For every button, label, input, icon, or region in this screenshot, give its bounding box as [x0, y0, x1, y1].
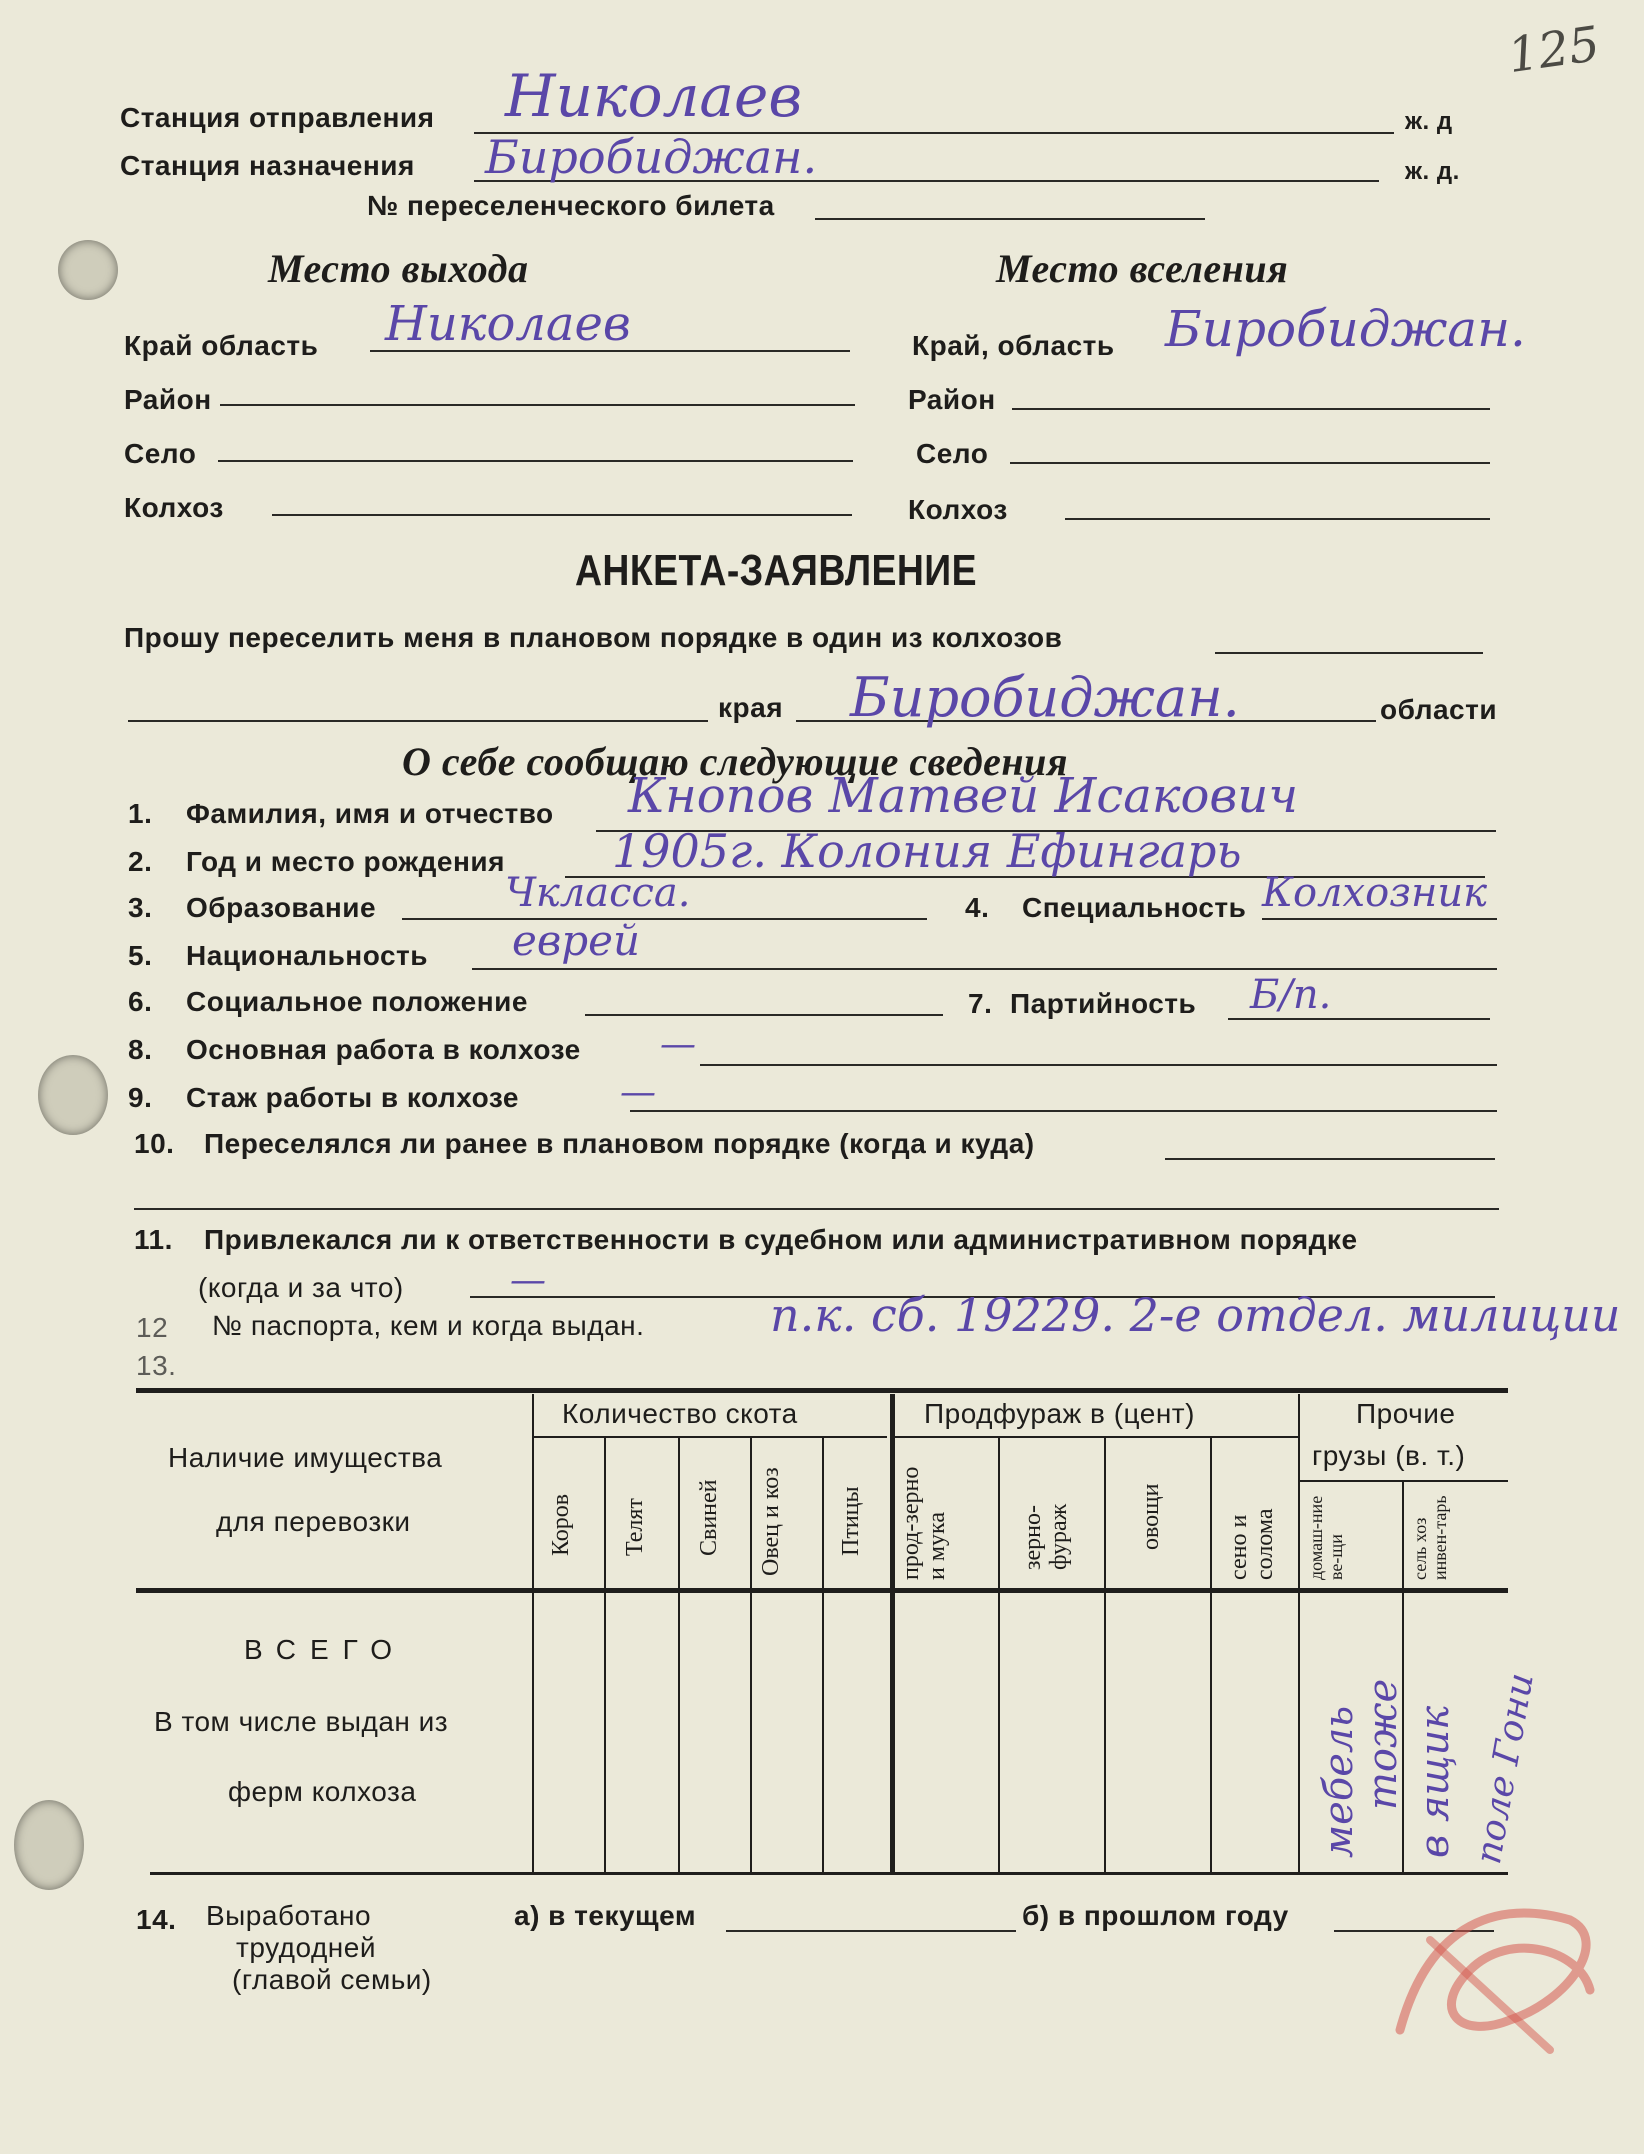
departure-station-label: Станция отправления — [120, 102, 435, 133]
col-pigs: Свиней — [696, 1479, 722, 1556]
destination-title: Место вселения — [996, 246, 1289, 291]
fodder-group: Продфураж в (цент) — [924, 1398, 1195, 1429]
field-4-label: Специальность — [1022, 892, 1247, 923]
table-vline-fodder-start — [890, 1394, 895, 1872]
col-grain-fodder: зерно-фураж — [1020, 1503, 1072, 1570]
field-10-line — [1165, 1158, 1495, 1160]
field-10-num: 10. — [134, 1128, 175, 1159]
livestock-group-line — [532, 1436, 887, 1438]
field-8-label: Основная работа в колхозе — [186, 1034, 581, 1065]
destination-kolkhoz-label: Колхоз — [908, 494, 1008, 525]
field-6-num: 6. — [128, 986, 153, 1017]
field-10-line-2 — [134, 1208, 1499, 1210]
field-5-label: Национальность — [186, 940, 428, 971]
col-sep-4 — [822, 1438, 824, 1872]
col-cows: Коров — [548, 1493, 574, 1556]
table-vline-livestock-start — [532, 1394, 534, 1872]
field-8-num: 8. — [128, 1034, 153, 1065]
cargo-hw-1: мебель — [1316, 1705, 1362, 1858]
field-9-line — [630, 1110, 1497, 1112]
property-header-line2: для перевозки — [216, 1506, 411, 1537]
workdays-label-line2: трудодней — [236, 1932, 376, 1963]
request-kraya-label: края — [718, 692, 784, 723]
workdays-current-label: а) в текущем — [514, 1900, 697, 1931]
destination-kolkhoz-line — [1065, 518, 1490, 520]
field-11-num: 11. — [134, 1224, 173, 1255]
field-4-value: Колхозник — [1262, 870, 1487, 916]
railway-abbr-1: ж. д — [1405, 108, 1453, 135]
field-7-value: Б/п. — [1250, 972, 1332, 1018]
table-top-border — [136, 1388, 1508, 1393]
table-bottom-border — [150, 1872, 1508, 1875]
field-11-label: Привлекался ли к ответственности в судебном или административном порядке — [204, 1224, 1358, 1255]
field-7-num: 7. — [968, 988, 993, 1019]
field-5-value: еврей — [512, 916, 641, 965]
col-vegetables: овощи — [1138, 1483, 1164, 1550]
col-sep-7 — [1210, 1438, 1212, 1872]
origin-kolkhoz-label: Колхоз — [124, 492, 224, 523]
field-12-num: 12 — [136, 1312, 169, 1343]
field-13-num: 13. — [136, 1350, 177, 1381]
request-oblasti-label: области — [1380, 694, 1498, 725]
col-hay-straw: сено и солома — [1226, 1508, 1278, 1580]
request-kray-line — [128, 720, 708, 722]
row-incl-line1: В том числе выдан из — [154, 1706, 449, 1737]
origin-village-line — [218, 460, 853, 462]
origin-district-line — [220, 404, 855, 406]
destination-village-label: Село — [916, 438, 989, 469]
col-sep-8 — [1402, 1482, 1404, 1872]
field-11-label2: (когда и за что) — [198, 1272, 404, 1303]
destination-district-line — [1012, 408, 1490, 410]
field-3-num: 3. — [128, 892, 153, 923]
field-3-value: Чкласса. — [505, 870, 691, 916]
row-total: ВСЕГО — [244, 1634, 407, 1665]
request-line1: Прошу переселить меня в плановом порядке в один из колхозов — [124, 622, 1063, 653]
table-vline-other-start — [1298, 1394, 1300, 1872]
form-title: АНКЕТА-ЗАЯВЛЕНИЕ — [575, 546, 977, 595]
destination-district-label: Район — [908, 384, 996, 415]
origin-region-value: Николаев — [385, 296, 631, 352]
origin-district-label: Район — [124, 384, 212, 415]
destination-station-label: Станция назначения — [120, 150, 415, 181]
field-4-num: 4. — [965, 892, 990, 923]
field-6-line — [585, 1014, 943, 1016]
col-sep-3 — [750, 1438, 752, 1872]
origin-region-label: Край область — [124, 330, 319, 361]
field-3-line — [402, 918, 927, 920]
railway-abbr-2: ж. д. — [1405, 158, 1460, 185]
punch-hole-bottom — [14, 1800, 84, 1890]
other-group-line2: грузы (в. т.) — [1312, 1440, 1466, 1471]
fodder-group-line — [892, 1436, 1300, 1438]
other-group-line — [1300, 1480, 1508, 1482]
field-1-value: Кнопов Матвей Исакович — [628, 768, 1299, 824]
workdays-label-line1: Выработано — [206, 1900, 372, 1931]
workdays-previous-label: б) в прошлом году — [1022, 1900, 1289, 1931]
cargo-hw-3: в ящик — [1412, 1705, 1458, 1858]
field-7-line — [1228, 1018, 1490, 1020]
cargo-hw-4: поле Гони — [1468, 1669, 1542, 1868]
field-2-num: 2. — [128, 846, 153, 877]
punch-hole-middle — [38, 1055, 108, 1135]
col-sep-5 — [998, 1438, 1000, 1872]
field-1-label: Фамилия, имя и отчество — [186, 798, 554, 829]
field-7-label: Партийность — [1010, 988, 1197, 1019]
request-kolkhoz-line — [1215, 652, 1483, 654]
field-10-label: Переселялся ли ранее в плановом порядке (когда и куда) — [204, 1128, 1035, 1159]
field-3-label: Образование — [186, 892, 377, 923]
col-sep-6 — [1104, 1438, 1106, 1872]
field-5-num: 5. — [128, 940, 153, 971]
field-9-num: 9. — [128, 1082, 153, 1113]
field-5-line — [472, 968, 1497, 970]
col-household: домаш-ние ве-щи — [1306, 1495, 1346, 1580]
archive-page-number: 125 — [1504, 15, 1604, 85]
col-sep-2 — [678, 1438, 680, 1872]
ticket-number-label: № переселенческого билета — [367, 190, 775, 221]
col-sep-1 — [604, 1438, 606, 1872]
livestock-group: Количество скота — [562, 1398, 798, 1429]
field-9-value: — — [620, 1072, 656, 1113]
field-12-label: № паспорта, кем и когда выдан. — [212, 1310, 645, 1341]
field-8-value: — — [660, 1024, 696, 1065]
field-9-label: Стаж работы в колхозе — [186, 1082, 519, 1113]
field-6-label: Социальное положение — [186, 986, 528, 1017]
field-2-value: 1905г. Колония Ефингарь — [612, 824, 1242, 878]
destination-village-line — [1010, 462, 1490, 464]
section-title: О себе сообщаю следующие сведения — [402, 739, 1068, 784]
field-2-label: Год и место рождения — [186, 846, 505, 877]
workdays-current-line — [726, 1930, 1016, 1932]
origin-kolkhoz-line — [272, 514, 852, 516]
destination-station-value: Биробиджан. — [485, 130, 818, 184]
col-poultry: Птицы — [838, 1486, 864, 1556]
origin-village-label: Село — [124, 438, 197, 469]
request-region-value: Биробиджан. — [850, 666, 1240, 729]
field-8-line — [700, 1064, 1497, 1066]
field-12-value: п.к. сб. 19229. 2-е отдел. милиции — [770, 1288, 1621, 1342]
red-scribble-mark — [1370, 1880, 1620, 2060]
field-4-line — [1262, 918, 1497, 920]
field-1-num: 1. — [128, 798, 153, 829]
cargo-hw-2: тоже — [1360, 1678, 1406, 1810]
punch-hole-top — [58, 240, 118, 300]
workdays-label-line3: (главой семьи) — [232, 1964, 432, 1995]
destination-region-label: Край, область — [912, 330, 1115, 361]
col-sheep-goats: Овец и коз — [758, 1467, 784, 1576]
origin-title: Место выхода — [268, 246, 529, 291]
departure-station-value: Николаев — [505, 62, 803, 130]
ticket-number-line — [815, 218, 1205, 220]
field-11-value: — — [510, 1260, 546, 1301]
destination-region-value: Биробиджан. — [1165, 300, 1526, 358]
property-header-line1: Наличие имущества — [168, 1442, 443, 1473]
col-farm-inventory: сель хоз инвен-тарь — [1410, 1495, 1450, 1580]
workdays-num: 14. — [136, 1904, 177, 1935]
col-calves: Телят — [622, 1498, 648, 1556]
col-grain-flour: прод-зерно и мука — [898, 1466, 950, 1580]
other-group-line1: Прочие — [1356, 1398, 1456, 1429]
row-incl-line2: ферм колхоза — [228, 1776, 417, 1807]
